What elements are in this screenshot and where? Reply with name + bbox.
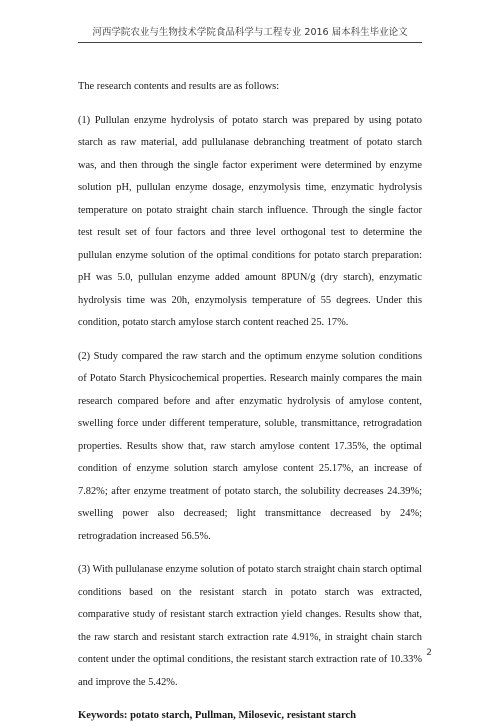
page-header: 河西学院农业与生物技术学院食品科学与工程专业 2016 届本科生毕业论文 (78, 24, 422, 43)
intro-text: The research contents and results are as follows: (78, 81, 280, 92)
paragraph-3: (3) With pullulanase enzyme solution of potato starch straight chain starch optimal conditions based on the resistant starch in potato starch was extracted, comparative study of resistant starch extraction yield changes. Results show that, the raw starch and resistant starch extraction rate 4.91%, in straight chain starch content under the optimal conditions, the resistant starch extraction rate of 10.33% and improve the 5.42%. (78, 564, 422, 688)
document-body (78, 76, 422, 728)
page-number: 2 (426, 648, 432, 658)
paragraph-2: (2) Study compared the raw starch and the optimum enzyme solution conditions of Potato Starch Physicochemical properties. Research mainly compares the main research compared before and after enzymatic hydrolysis of amylose content, swelling force under different temperature, soluble, transmittance, retrogradation properties. Results show that, raw starch amylose content 17.35%, the optimal condition of enzyme solution starch amylose content 25.17%, an increase of 7.82%; after enzyme treatment of potato starch, the solubility decreases 24.39%; swelling power also decreased; light transmittance decreased by 24%; retrogradation increased 56.5%. (78, 350, 422, 542)
paragraph-1: (1) Pullulan enzyme hydrolysis of potato starch was prepared by using potato starch as raw material, add pullulanase debranching treatment of potato starch was, and then through the single factor experiment were determined by enzyme solution pH, pullulan enzyme dosage, enzymolysis time, enzymatic hydrolysis temperature on potato straight chain starch influence. Through the single factor test result set of four factors and three level orthogonal test to determine the pullulan enzyme solution of the optimal conditions for potato starch preparation: pH was 5.0, pullulan enzyme added amount 8PUN/g (dry starch), enzymatic hydrolysis time was 20h, enzymolysis temperature of 55 degrees. Under this condition, potato starch amylose starch content reached 25. 17%. (78, 114, 422, 328)
keywords-line: Keywords: potato starch, Pullman, Milosevic, resistant starch (78, 710, 357, 721)
